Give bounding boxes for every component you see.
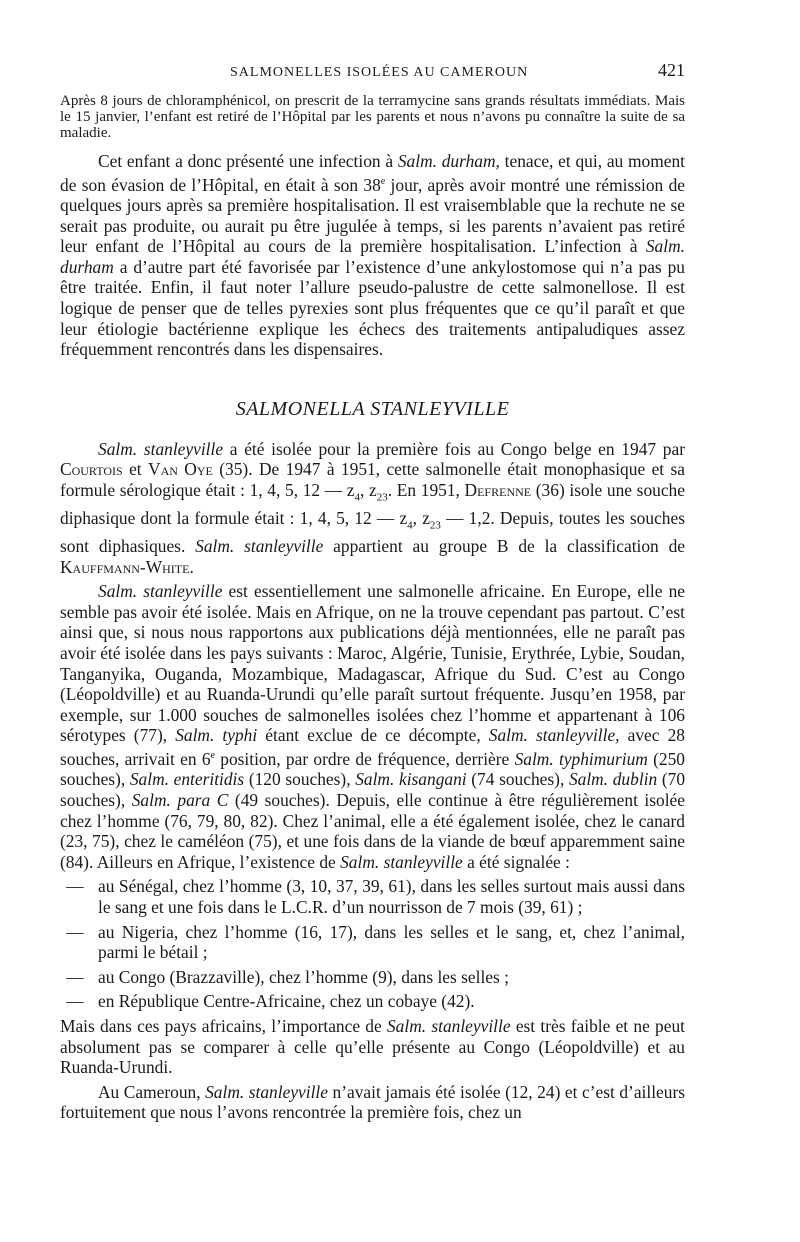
list-item: — au Nigeria, chez l’homme (16, 17), dans les selles et le sang, et, chez l’animal, parmi le bétail ; bbox=[66, 921, 685, 963]
paragraph-stanleyville-history: Salm. stanleyville a été isolée pour la première fois au Congo belge en 1947 par Courtois et Van Oye (35). De 1947 à 1951, cette salmonelle était monophasique et sa formule sérologique était : 1, 4, 5, 12 — $z_4$, $z_{23}$. En 1951, Defrenne (36) isole une souche diphasique dont la formule était : 1, 4, 5, 12 — $z_4$, $z_{23}$ — 1,2. Depuis, toutes les souches sont diphasiques. Salm. stanleyville appartient au groupe B de la classification de Kauffmann-White. bbox=[60, 438, 686, 577]
case-summary-paragraph: Après 8 jours de chloramphénicol, on prescrit de la terramycine sans grands résultats immédiats. Mais le 15 janvier, l’enfant est retiré de l’Hôpital par les parents et nous n’avons pu connaître la suite de sa maladie. bbox=[60, 93, 685, 141]
paragraph-stanleyville-africa: Salm. stanleyville est essentiellement une salmonelle africaine. En Europe, elle ne semble pas avoir été isolée. Mais en Afrique, on ne la trouve cependant pas partout. C’est ainsi que, si nous nous rapportons aux publications déjà mentionnées, elle ne paraît pas avoir été isolée dans les pays suivants : Maroc, Algérie, Tunisie, Erythrée, Lybie, Soudan, Tanganyika, Ouganda, Mozambique, Madagascar, Afrique du Sud. C’est au Congo (Léopoldville) et au Ruanda-Urundi qu’elle paraît surtout fréquente. Jusqu’en 1958, par exemple, sur 1.000 souches de salmonelles isolées chez l’homme et appartenant à 106 sérotypes (77), Salm. typhi étant exclue de ce décompte, Salm. stanleyville, avec 28 souches, arrivait en 6e position, par ordre de fréquence, derrière Salm. typhimurium (250 souches), Salm. enteritidis (120 souches), Salm. kisangani (74 souches), Salm. dublin (70 souches), Salm. para C (49 souches). Depuis, elle continue à être régulièrement isolée chez l’homme (76, 79, 80, 82). Chez l’animal, elle a été également isolée, chez le canard (23, 75), chez le caméléon (75), et une fois dans de la viande de bœuf apparemment saine (84). Ailleurs en Afrique, l’existence de Salm. stanleyville a été signalée : bbox=[60, 581, 686, 872]
paragraph-african-importance: Mais dans ces pays africains, l’importance de Salm. stanleyville est très faible et ne peut absolument pas se comparer à celle qu’elle présente au Congo (Léopoldville) et au Ruanda-Urundi. bbox=[60, 1015, 685, 1078]
running-title: SALMONELLES ISOLÉES AU CAMEROUN bbox=[230, 65, 529, 80]
page bbox=[60, 60, 685, 1123]
page-number: 421 bbox=[658, 60, 685, 80]
section-title: SALMONELLA STANLEYVILLE bbox=[235, 397, 510, 420]
paragraph-cameroon: Au Cameroun, Salm. stanleyville n’avait jamais été isolée (12, 24) et c’est d’ailleurs fortuitement que nous l’avons rencontrée la première fois, chez un bbox=[60, 1081, 686, 1123]
list-item: — au Congo (Brazzaville), chez l’homme (9), dans les selles ; bbox=[66, 966, 509, 987]
list-item: — en République Centre-Africaine, chez un cobaye (42). bbox=[66, 991, 475, 1012]
paragraph-durham-infection: Cet enfant a donc présenté une infection à Salm. durham, tenace, et qui, au moment de son évasion de l’Hôpital, en était à son 38e jour, après avoir montré une rémission de quelques jours après sa première hospitalisation. Il est vraisemblable que la rechute ne se serait pas produite, ou aurait pu être jugulée à temps, si les parents n’avaient pas retiré leur enfant de l’Hôpital au cours de la première hospitalisation. L’infection à Salm. durham a d’autre part été favorisée par l’existence d’une ankylostomose qui n’a pas pu être traitée. Enfin, il faut noter l’allure pseudo-palustre de cette salmonellose. Il est logique de penser que de telles pyrexies sont plus fréquentes que ce qu’il paraît et que leur étiologie bactérienne explique les échecs des traitements antipaludiques assez fréquemment rencontrés dans les dispensaires. bbox=[60, 151, 686, 360]
list-item: — au Sénégal, chez l’homme (3, 10, 37, 39, 61), dans les selles surtout mais aussi dans le sang et une fois dans le L.C.R. d’un nourrisson de 7 mois (39, 61) ; bbox=[66, 876, 685, 917]
country-list bbox=[60, 876, 685, 1012]
running-header bbox=[230, 60, 685, 81]
